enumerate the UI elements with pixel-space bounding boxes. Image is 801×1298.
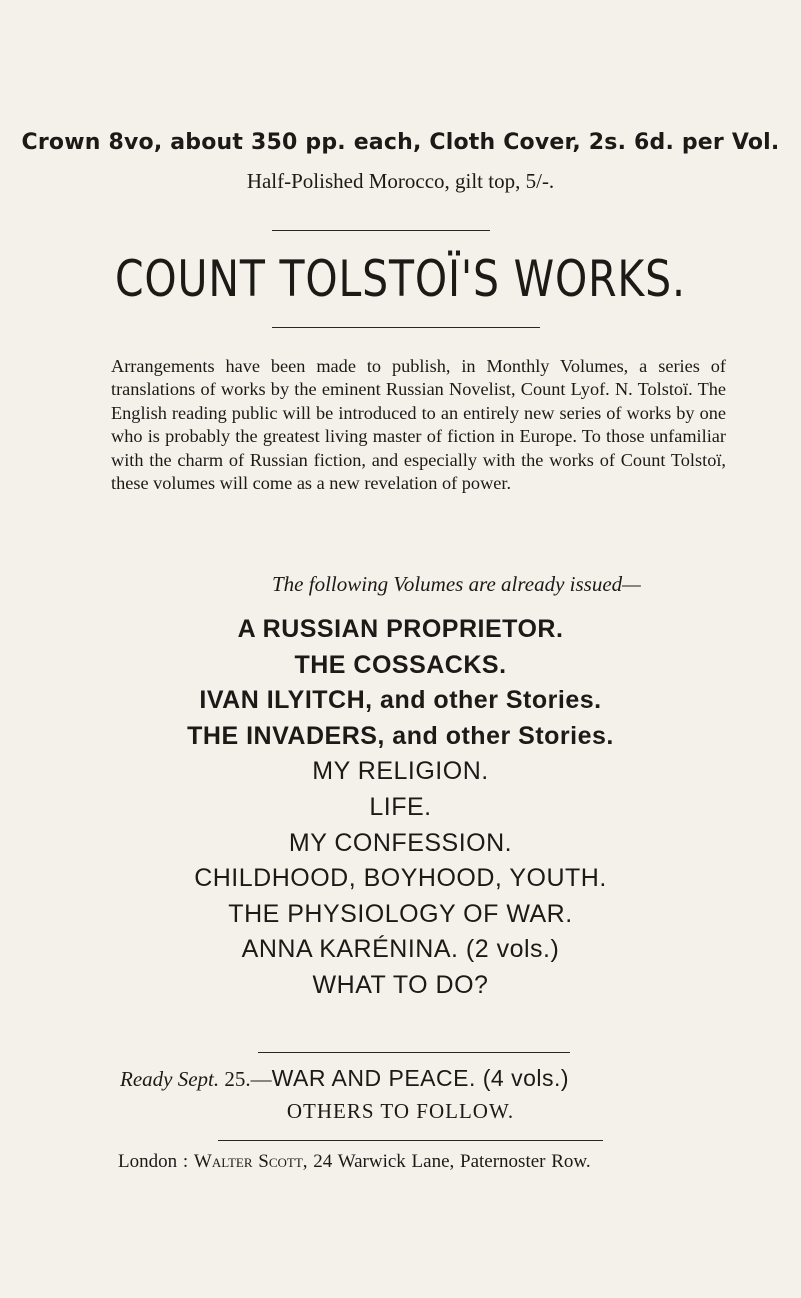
volume-item: A RUSSIAN PROPRIETOR. <box>237 615 564 643</box>
page-title: COUNT TOLSTOÏ'S WORKS. <box>114 250 686 308</box>
footer-place: London : <box>118 1151 194 1172</box>
volume-item: MY CONFESSION. <box>288 828 513 857</box>
binding-line: Half-Polished Morocco, gilt top, 5/-. <box>246 169 555 193</box>
ready-title: WAR AND PEACE. (4 vols.) <box>271 1065 570 1091</box>
volume-list <box>0 612 801 1004</box>
upcoming-rule <box>258 1052 570 1053</box>
volume-item: ANNA KARÉNINA. (2 vols.) <box>241 935 560 964</box>
title-bottom-rule <box>272 327 540 328</box>
footer-publisher: Walter Scott <box>193 1151 303 1172</box>
volume-item: THE PHYSIOLOGY OF WAR. <box>228 899 573 928</box>
others-to-follow: OTHERS TO FOLLOW. <box>286 1099 515 1123</box>
footer-rule <box>218 1140 603 1141</box>
ready-line <box>120 1065 569 1092</box>
volume-item: LIFE. <box>369 792 432 821</box>
ready-label: Ready Sept. <box>120 1067 220 1091</box>
title-top-rule <box>272 230 490 231</box>
footer-address: , 24 Warwick Lane, Paternoster Row. <box>302 1151 591 1172</box>
volume-item: MY RELIGION. <box>312 757 489 786</box>
format-line: Crown 8vo, about 350 pp. each, Cloth Cover, 2s. 6d. per Vol. <box>21 130 780 155</box>
intro-paragraph: Arrangements have been made to publish, in Monthly Volumes, a series of translations of works by the eminent Russian Novelist, Count Lyof. N. Tolstoï. The English reading public will be introduced to an entirely new series of works by one who is probably the greatest living master of fiction in Europe. To those unfamiliar with the charm of Russian fiction, and especially with the works of Count Tolstoï, these volumes will come as a new revelation of power. <box>111 356 726 494</box>
volume-item: THE INVADERS, and other Stories. <box>187 721 614 750</box>
following-heading: The following Volumes are already issued— <box>272 572 641 596</box>
volume-item: IVAN ILYITCH, and other Stories. <box>199 686 602 715</box>
volume-item: CHILDHOOD, BOYHOOD, YOUTH. <box>194 864 607 893</box>
volume-item: THE COSSACKS. <box>294 650 507 679</box>
volume-item: WHAT TO DO? <box>312 970 489 999</box>
ready-date: 25.— <box>219 1067 272 1091</box>
publisher-footer <box>118 1151 591 1173</box>
